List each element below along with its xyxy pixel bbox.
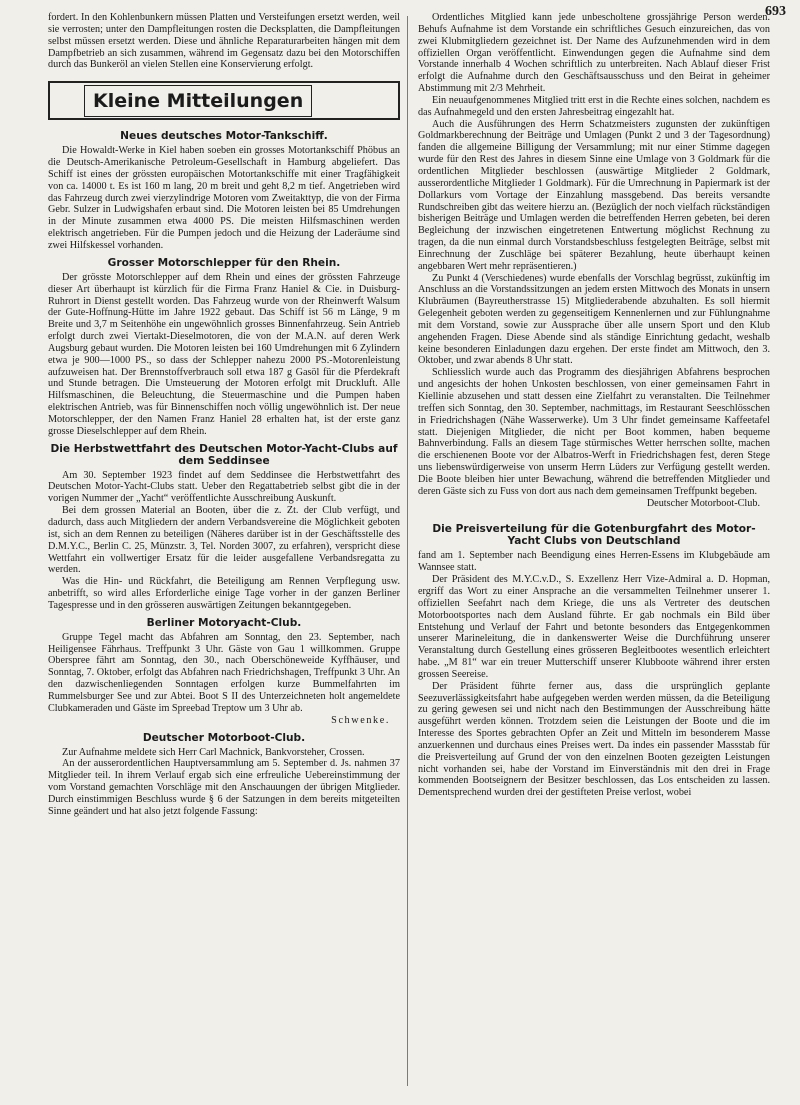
article-paragraph: Auch die Ausführungen des Herrn Schatzmeisters zugunsten der zukünftigen Goldmarkberechnung der Beiträge und Umlagen (Punkt 2 und 3 der Tagesordnung) fanden die allgemeine Billigung der Versammlung; mit nur einer Stimme dagegen wurde für den Rest des Jahres in diesem Sinne eine Umlage von 3 Goldmark für die ordentlichen Mitglieder beschlossen (auswärtige Mitglieder 2 Goldmark, ausserordentliche Mitglieder 1 Goldmark). Für die Umrechnung in Papiermark ist der Dollarkurs vom Vortage der Einzahlung massgebend. Das bereits versandte Rundschreiben gibt das weitere hierzu an. (Bezüglich der noch vielfach rückständigen bisherigen Beiträge und Umlagen werden die betreffenden Herren gebeten, bei deren Begleichung der inzwischen eingetretenen Entwertung möglichst Rechnung zu tragen, da die nun einmal durch Vorstandsbeschluss festgelegten Beiträge, selbst mit Einrechnung der Zuschläge bei späterer Bezahlung, heute überhaupt keinen angebbaren Wert mehr repräsentieren.) xyxy=(418,118,770,272)
article-paragraph: Zu Punkt 4 (Verschiedenes) wurde ebenfalls der Vorschlag begrüsst, zukünftig im Anschluss an die Vorstandssitzungen an jedem ersten Mittwoch des Monats in unsern Klubräumen (Bayreutherstrasse 15) Mitgliederabende abzuhalten. Es soll hiermit Gelegenheit geboten werden zu gegenseitigem Kennenlernen und zur Fühlungnahme mit dem Vorstand, sowie zur Aussprache über alle unsern Sport und den Klub angehenden Fragen. Diese Abende sind als ständige Einrichtung gedacht, weshalb keine besonderen Einladungen dazu ergehen. Der erste findet am Mittwoch, den 3. Oktober, und zwar abends 8 Uhr statt. xyxy=(418,272,770,367)
page-number: 693 xyxy=(765,4,786,19)
article-paragraph: Gruppe Tegel macht das Abfahren am Sonntag, den 23. September, nach Heiligensee Fährhaus. Treffpunkt 3 Uhr. Gäste von Gau 1 willkommen. Gruppe Oberspree fährt am Sonntag, den 30., nach Oberschöneweide Kyffhäuser, und Sonntag, 7. Oktober, erfolgt das Abfahren nach Friedrichshagen, Treffpunkt 3 Uhr. An den dazwischenliegenden Sonntagen erfolgen kurze Bummelfahrten im Rummelsburger See und zur Abtei. Boot S II des Unterzeichneten holt angemeldete Clubkameraden und Gäste im Spreebad Treptow um 3 Uhr ab. xyxy=(48,631,400,714)
article-heading-herbstwettfahrt: Die Herbstwettfahrt des Deutschen Motor-Yacht-Clubs auf dem Seddinsee xyxy=(50,442,398,467)
article-paragraph: Ein neuaufgenommenes Mitglied tritt erst in die Rechte eines solchen, nachdem es das Aufnahmegeld und den ersten Jahresbeitrag eingezahlt hat. xyxy=(418,94,770,118)
article-paragraph: Schliesslich wurde auch das Programm des diesjährigen Abfahrens besprochen und angesichts der hohen Unkosten beschlossen, von einer gemeinsamen Fahrt in Kiellinie abzusehen und statt dessen eine Zielfahrt zu veranstalten. Die Teilnehmer treffen sich Sonntag, den 30. September, nachmittags, im Restaurant Seeschlösschen in Friedrichshagen (Nähe Wasserwerke). Um 3 Uhr findet gemeinsame Kaffeetafel statt. Diejenigen Mitglieder, die nicht per Boot kommen, haben bequeme Bahnverbindung. Falls an diesem Tage stürmisches Wetter herrschen sollte, machen die erschienenen Boote vor der Albatros-Werft in Friedrichshagen fest, deren Stege uns liebenswürdigerweise von unserm Herrn Lüders zur Verfügung gestellt werden. Die Boote bleiben hier unter Bewachung, während die betreffenden Mitglieder und deren Gäste sich zu Fuss von dort aus nach dem gemeinsamen Treffpunkt begeben. xyxy=(418,367,770,497)
article-heading-tankschiff: Neues deutsches Motor-Tankschiff. xyxy=(120,130,328,143)
article-heading-motorschlepper: Grosser Motorschlepper für den Rhein. xyxy=(107,256,341,269)
section-title-box xyxy=(48,81,400,120)
article-paragraph: An der ausserordentlichen Hauptversammlung am 5. September d. Js. nahmen 37 Mitglieder teil. In ihrem Verlauf ergab sich eine erfreuliche Uebereinstimmung der vom Vorstand gemachten Vorschläge mit den Anschauungen der übrigen Mitglieder. Durch einstimmigen Beschluss wurde § 6 der Satzungen in dem bereits mitgeteilten Sinne geändert und hat also jetzt folgende Fassung: xyxy=(48,758,400,817)
right-column xyxy=(418,12,770,1098)
article-paragraph: Was die Hin- und Rückfahrt, die Beteiligung am Rennen Verpflegung usw. anbetrifft, so wird alles Erforderliche einige Tage vorher in der ganzen Berliner Tagespresse und in den grösseren auswärtigen Zeitungen bekanntgegeben. xyxy=(48,576,400,611)
article-signature: Schwenke. xyxy=(331,714,390,726)
article-paragraph: Die Howaldt-Werke in Kiel haben soeben ein grosses Motortankschiff Phöbus an die Deutsch-Amerikanische Petroleum-Gesellschaft in Hamburg abgeliefert. Das Schiff ist eines der grössten europäischen Motortankschiffe mit einer Tragfähigkeit von ca. 14000 t. Es ist 160 m lang, 20 m breit und geht 8,2 m tief. Angetrieben wird das Fahrzeug durch zwei vierzylindrige Motoren vom Zweitakttyp, die von der Firma Gebr. Sulzer in Ludwigshafen erbaut sind. Die Motoren leisten bei 85 Umdrehungen in der Minute zusammen etwa 4000 PS. Die meisten Hilfsmaschinen werden elektrisch angetrieben. Für die Pumpen jedoch und die Heizung der Laderäume sind zwei Hilfskessel vorhanden. xyxy=(48,145,400,251)
article-heading-berliner-motoryacht-club: Berliner Motoryacht-Club. xyxy=(146,616,302,629)
article-heading-preisverteilung: Die Preisverteilung für die Gotenburgfahrt des Motor-Yacht Clubs von Deutschland xyxy=(432,523,756,548)
article-paragraph: Bei dem grossen Material an Booten, über die z. Zt. der Club verfügt, und dadurch, dass auch Mitgliedern der andern Verbandsvereine die Möglichkeit geboten ist, sich an dem Rennen zu beteiligen (Näheres darüber ist in der Geschäftsstelle des D.M.Y.C., Berlin C. 25, Münzstr. 3, Tel. Norden 3007, zu erfahren), verspricht diese Wettfahrt ein vollwertiger Ersatz für die leider ausgefallene Verbandsregatta zu werden. xyxy=(48,505,400,576)
article-paragraph: Am 30. September 1923 findet auf dem Seddinsee die Herbstwettfahrt des Deutschen Motor-Yacht-Clubs statt. Ueber den Regattabetrieb selbst gibt die in der vorigen Nummer der „Yacht“ veröffentlichte Ausschreibung Auskunft. xyxy=(48,469,400,505)
intro-paragraph: fordert. In den Kohlenbunkern müssen Platten und Versteifungen ersetzt werden, weil sie verrosten; unter den Dampfleitungen rosten die Decksplatten, die Dampfleitungen selbst müssen ersetzt werden. Diese und ähnliche Reparaturarbeiten hängen mit dem Dampfbetrieb an sich zusammen, während im Gegensatz dazu bei den Motorschiffen durch das Bunkeröl an vielen Stellen eine Konservierung erfolgt. xyxy=(48,12,400,71)
article-paragraph: Der grösste Motorschlepper auf dem Rhein und eines der grössten Fahrzeuge dieser Art überhaupt ist kürzlich für die Firma Franz Haniel & Cie. in Duisburg-Ruhrort in Dienst gestellt worden. Das Fahrzeug wurde von der Rheinwerft Walsum der Gute-Hoffnung-Hütte im Jahre 1922 gebaut. Das Schiff ist 56 m Länge, 9 m Breite und 3,7 m Seitenhöhe ein ungewöhnlich grosses Binnenfahrzeug. Sein Antrieb erfolgt durch zwei Viertakt-Dieselmotoren, die von der M.A.N. auf deren Werk Augsburg gebaut wurden. Die Motoren leisten bei 160 Umdrehungen mit 6 Zylindern etwa je 900—1000 PS., so dass der Schlepper nahezu 2000 PS.-Motorenleistung aufzuweisen hat. Der Brennstoffverbrauch soll etwa 187 g Gasöl für die Pferdekraft und Stunde betragen. Die Umsteuerung der Motoren erfolgt mit Druckluft. Alle Hilfsmaschinen, die Beleuchtung, die Steuermaschine und die Pumpen haben elektrischen Antrieb, was für Binnenschiffen noch völlig ungewöhnlich ist. Der neue Motorschlepper, der den Namen Franz Haniel 28 erhalten hat, ist der erste ganz grosse Dieselschlepper auf dem Rhein. xyxy=(48,271,400,437)
article-paragraph: Der Präsident des M.Y.C.v.D., S. Exzellenz Herr Vize-Admiral a. D. Hopman, ergriff das Wort zu einer Ansprache an die versammelten Teilnehmer unserer 1. offiziellen Seefahrt nach dem Kriege, die uns als Vertreter des deutschen Motorbootsportes nach dem Ausland führte. Er gab nochmals ein Bild über Entstehung und Verlauf der Fahrt und betonte besonders das Entgegenkommen unserer Marineleitung, die in dankenswerter Weise die Durchführung unserer Veranstaltung durch Gestellung eines grösseren Begleitbootes wesentlich erleichtert habe. „M 81“ war ein treuer Mutterschiff unserer Klubboote während ihrer ersten grossen Seereise. xyxy=(418,574,770,680)
column-divider xyxy=(407,16,408,1086)
article-paragraph: Zur Aufnahme meldete sich Herr Carl Machnick, Bankvorsteher, Crossen. xyxy=(62,746,365,758)
section-title: Kleine Mitteilungen xyxy=(84,85,312,117)
article-paragraph: Der Präsident führte ferner aus, dass die ursprünglich geplante Seezuverlässigkeitsfahrt habe aufgegeben werden werden müssen, da die Beteiligung zu gering gewesen sei und nicht nach den Bestimmungen der Ausschreibung hätte ausgeführt werden können. Trotzdem seien die Leistungen der Boote und die im Interesse des Sportes gebrachten Opfer an Zeit und Mitteln im besonderem Masse anzuerkennen und durchaus eines Preises wert. Da indes ein passender Massstab für die Preisverteilung auf Grund der von den einzelnen Booten gezeigten Leistungen nicht vorhanden sei, habe der Vorstand im Einverständnis mit den drei in Frage kommenden Bootseignern der Besitzer beschlossen, das Los entscheiden zu lassen. Dementsprechend wurden drei der gestifteten Preise verlost, wobei xyxy=(418,680,770,799)
article-signature: Deutscher Motorboot-Club. xyxy=(646,497,760,509)
article-heading-deutscher-motorboot-club: Deutscher Motorboot-Club. xyxy=(142,731,306,744)
article-paragraph: Ordentliches Mitglied kann jede unbescholtene grossjährige Person werden. Behufs Aufnahme ist dem Vorstande ein schriftliches Gesuch einzureichen, das von zwei Klubmitgliedern gezeichnet ist. Der Name des Aufzunehmenden wird in dem offiziellen Organ veröffentlicht. Einwendungen gegen die Aufnahme sind dem Vorstande innerhalb 4 Wochen schriftlich zu unterbreiten. Nach Ablauf dieser Frist erfolgt die Aufnahme durch den Geschäftsausschuss und den Beirat in geheimer Abstimmung mit 2/3 Mehrheit. xyxy=(418,12,770,95)
article-paragraph: fand am 1. September nach Beendigung eines Herren-Essens im Klubgebäude am Wannsee statt. xyxy=(418,550,770,574)
left-column xyxy=(48,12,400,1098)
